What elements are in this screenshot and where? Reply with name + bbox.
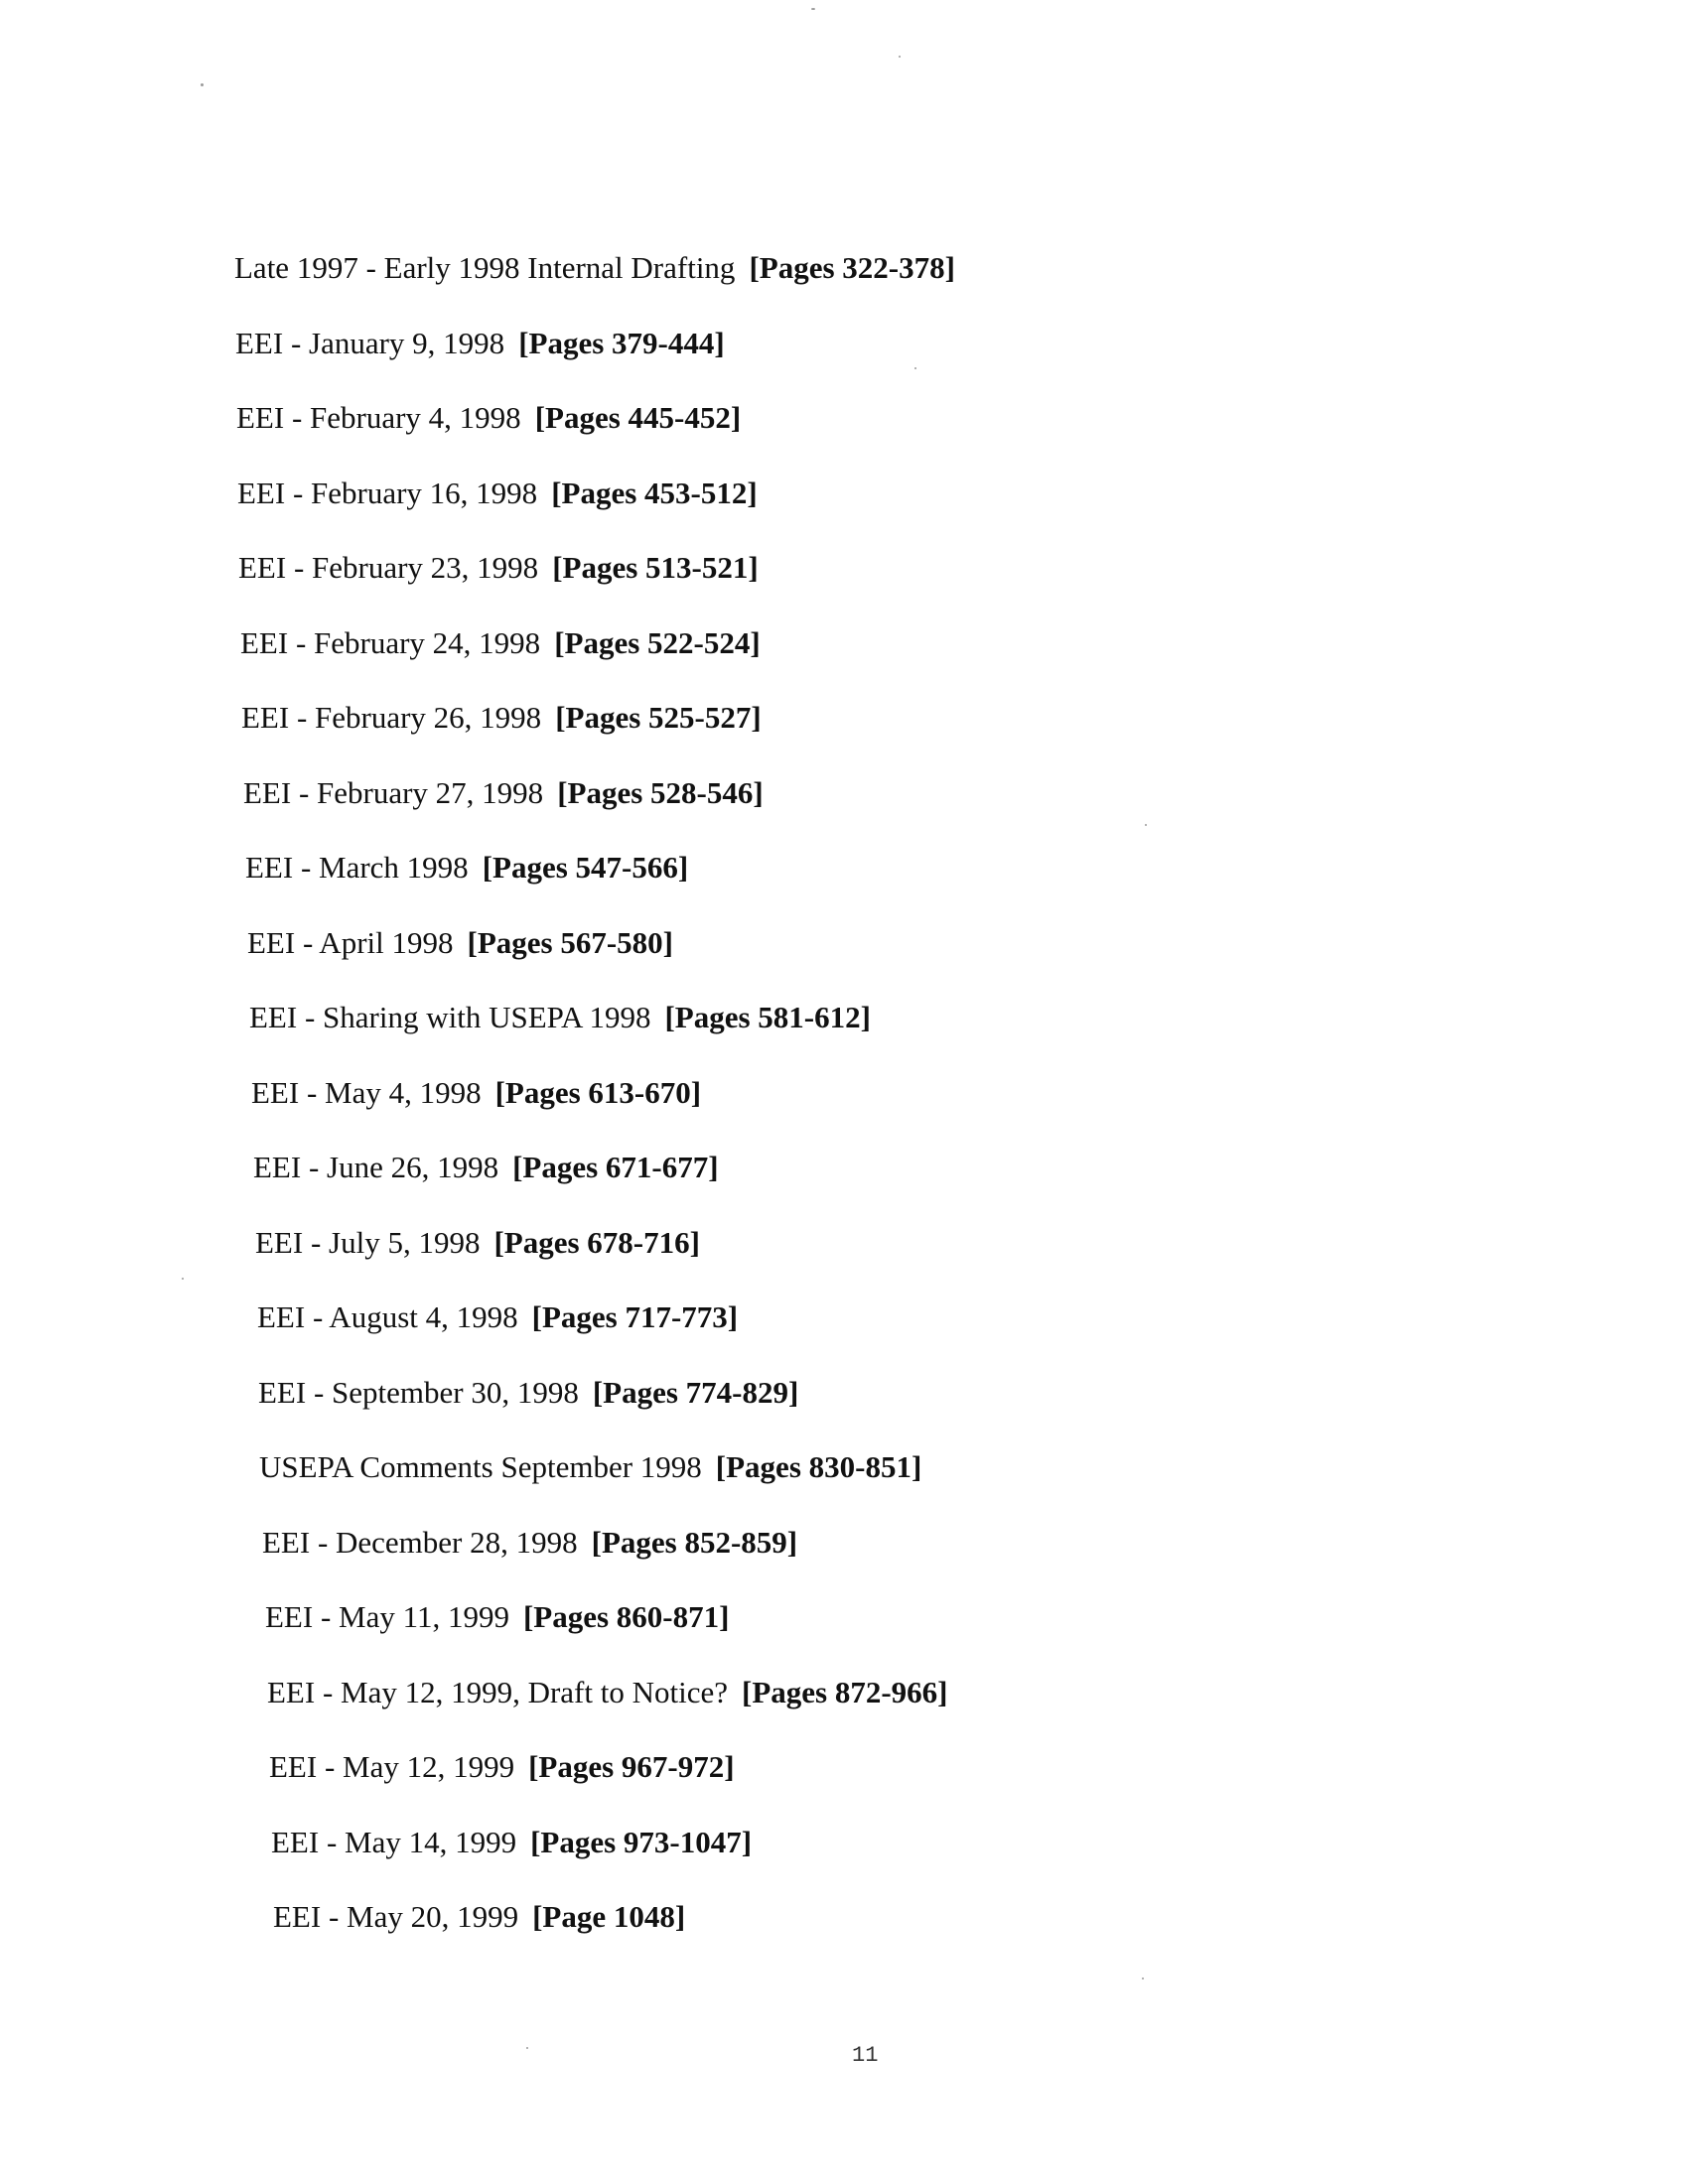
entry-label: EEI - February 27, 1998 xyxy=(243,775,544,810)
index-entry xyxy=(258,1373,798,1413)
scan-speck xyxy=(914,367,916,369)
index-entry xyxy=(240,623,761,663)
index-entry xyxy=(265,1597,729,1637)
index-entry xyxy=(271,1823,752,1862)
entry-label: EEI - June 26, 1998 xyxy=(253,1150,499,1184)
index-entry xyxy=(273,1897,685,1937)
index-entry xyxy=(267,1673,948,1712)
entry-page-range: [Pages 860-871] xyxy=(522,1599,730,1634)
entry-label: EEI - September 30, 1998 xyxy=(258,1375,579,1410)
entry-page-range: [Pages 717-773] xyxy=(531,1299,739,1334)
entry-label: EEI - May 12, 1999, Draft to Notice? xyxy=(267,1675,729,1709)
entry-page-range: [Pages 678-716] xyxy=(493,1225,700,1260)
page-number: 11 xyxy=(852,2043,879,2068)
entry-page-range: [Pages 453-512] xyxy=(551,476,758,510)
entry-label: EEI - July 5, 1998 xyxy=(255,1225,481,1260)
entry-page-range: [Pages 852-859] xyxy=(591,1525,798,1560)
index-entry xyxy=(262,1523,797,1563)
entry-page-range: [Pages 830-851] xyxy=(715,1449,922,1484)
entry-label: USEPA Comments September 1998 xyxy=(259,1449,702,1484)
scan-speck xyxy=(201,83,204,86)
entry-label: EEI - March 1998 xyxy=(245,850,469,885)
entry-page-range: [Pages 567-580] xyxy=(467,925,673,960)
entry-page-range: [Pages 774-829] xyxy=(592,1375,799,1410)
entry-page-range: [Page 1048] xyxy=(532,1899,686,1934)
entry-label: EEI - May 11, 1999 xyxy=(265,1599,509,1634)
scan-speck xyxy=(1145,824,1147,826)
index-entry xyxy=(259,1447,921,1487)
scan-speck xyxy=(526,2047,528,2049)
entry-page-range: [Pages 513-521] xyxy=(552,550,759,585)
entry-label: EEI - May 12, 1999 xyxy=(269,1749,515,1784)
entry-page-range: [Pages 973-1047] xyxy=(530,1825,753,1859)
entry-page-range: [Pages 547-566] xyxy=(482,850,689,885)
entry-page-range: [Pages 379-444] xyxy=(518,326,725,360)
index-entry xyxy=(269,1747,735,1787)
entry-page-range: [Pages 322-378] xyxy=(749,250,955,285)
entry-label: EEI - February 23, 1998 xyxy=(238,550,539,585)
entry-label: EEI - August 4, 1998 xyxy=(257,1299,518,1334)
index-entry xyxy=(237,474,758,513)
entry-label: EEI - Sharing with USEPA 1998 xyxy=(249,1000,651,1034)
entry-label: EEI - May 20, 1999 xyxy=(273,1899,519,1934)
entry-label: EEI - May 14, 1999 xyxy=(271,1825,517,1859)
index-entry xyxy=(245,848,688,887)
entry-label: EEI - February 26, 1998 xyxy=(241,700,542,735)
entry-label: Late 1997 - Early 1998 Internal Drafting xyxy=(234,250,736,285)
index-entry xyxy=(251,1073,701,1113)
entry-label: EEI - January 9, 1998 xyxy=(235,326,505,360)
index-entry xyxy=(243,773,764,813)
index-entry xyxy=(241,698,762,738)
entry-page-range: [Pages 445-452] xyxy=(534,400,742,435)
index-entry xyxy=(234,248,955,288)
entry-label: EEI - February 4, 1998 xyxy=(236,400,521,435)
entry-page-range: [Pages 967-972] xyxy=(528,1749,735,1784)
entry-label: EEI - December 28, 1998 xyxy=(262,1525,578,1560)
scan-speck xyxy=(811,8,815,10)
entry-label: EEI - April 1998 xyxy=(247,925,454,960)
index-entry xyxy=(238,548,759,588)
index-entry xyxy=(235,324,725,363)
entry-label: EEI - February 24, 1998 xyxy=(240,625,541,660)
entry-page-range: [Pages 613-670] xyxy=(494,1075,702,1110)
entry-label: EEI - February 16, 1998 xyxy=(237,476,538,510)
index-entry xyxy=(247,923,673,963)
index-entry xyxy=(255,1223,700,1263)
index-entry xyxy=(257,1297,738,1337)
scan-speck xyxy=(182,1278,184,1280)
index-entry xyxy=(253,1148,719,1187)
entry-page-range: [Pages 525-527] xyxy=(555,700,762,735)
entry-page-range: [Pages 581-612] xyxy=(664,1000,871,1034)
entry-page-range: [Pages 528-546] xyxy=(557,775,764,810)
entry-page-range: [Pages 872-966] xyxy=(742,1675,948,1709)
index-entry xyxy=(249,998,871,1037)
entry-page-range: [Pages 671-677] xyxy=(512,1150,719,1184)
index-entry xyxy=(236,398,741,438)
scan-speck xyxy=(1142,1978,1144,1979)
scan-speck xyxy=(899,56,901,58)
entry-page-range: [Pages 522-524] xyxy=(554,625,761,660)
entry-label: EEI - May 4, 1998 xyxy=(251,1075,482,1110)
